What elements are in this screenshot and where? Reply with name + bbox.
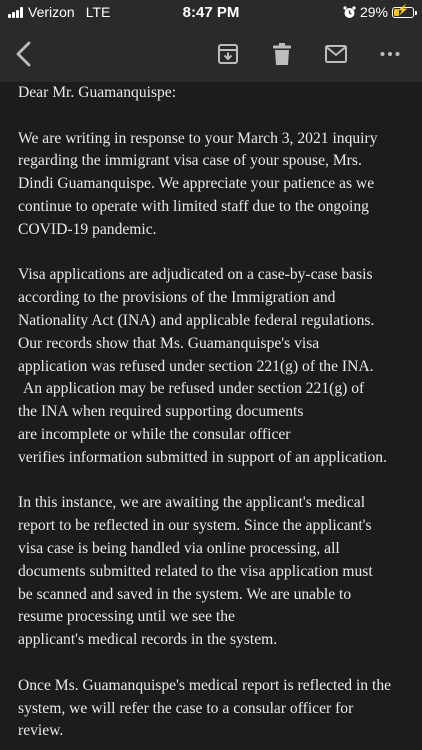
text-line: be scanned and saved in the system. We are unable to	[18, 585, 352, 603]
text-line: documents submitted related to the visa application must	[18, 562, 373, 580]
text-line: verifies information submitted in support of an application.	[18, 448, 387, 466]
email-paragraph-1	[18, 128, 412, 242]
carrier-name: Verizon	[28, 4, 75, 20]
text-line: COVID-19 pandemic.	[18, 220, 157, 238]
status-right	[343, 4, 414, 20]
text-line: An application may be refused under section 221(g) of	[23, 380, 365, 398]
battery-icon	[392, 4, 414, 18]
archive-button[interactable]	[212, 38, 244, 70]
email-paragraph-2	[18, 264, 412, 469]
text-line: Visa applications are adjudicated on a case-by-case basis	[18, 266, 373, 284]
mark-unread-button[interactable]	[320, 38, 352, 70]
text-line: Nationality Act (INA) and applicable federal regulations.	[18, 311, 375, 329]
text-line: In this instance, we are awaiting the applicant's medical	[18, 494, 366, 512]
text-line: applicant's medical records in the system.	[18, 631, 278, 649]
mail-icon	[324, 44, 348, 64]
trash-icon	[271, 42, 293, 66]
text-line: application was refused under section 221(g) of the INA.	[18, 357, 374, 375]
more-icon	[379, 50, 401, 58]
text-line: are incomplete or while the consular officer	[18, 425, 291, 443]
email-body	[18, 82, 412, 750]
email-paragraph-4	[18, 675, 412, 743]
text-line: according to the provisions of the Immigration and	[18, 289, 336, 307]
network-type: LTE	[85, 4, 111, 20]
alarm-icon	[343, 6, 356, 19]
status-time: 8:47 PM	[182, 4, 240, 21]
text-line: visa case is being handled via online processing, all	[18, 539, 340, 557]
text-line: We are writing in response to your March 3, 2021 inquiry	[18, 129, 378, 147]
back-button[interactable]	[8, 38, 40, 70]
text-line: review.	[18, 722, 64, 740]
back-chevron-icon	[14, 40, 34, 68]
email-paragraph-3	[18, 492, 412, 652]
text-line: resume processing until we see the	[18, 608, 235, 626]
email-greeting	[18, 82, 412, 105]
text-line: system, we will refer the case to a consular officer for	[18, 699, 354, 717]
text-line: Dindi Guamanquispe. We appreciate your patience as we	[18, 175, 375, 193]
archive-icon	[216, 42, 240, 66]
more-button[interactable]	[374, 38, 406, 70]
text-line: regarding the immigrant visa case of your spouse, Mrs.	[18, 152, 362, 170]
trash-button[interactable]	[266, 38, 298, 70]
text-line: continue to operate with limited staff due to the ongoing	[18, 197, 369, 215]
charging-bolt-icon: ⚡	[396, 4, 410, 16]
status-bar	[0, 0, 422, 26]
text-line: the INA when required supporting documents	[18, 403, 304, 421]
battery-percent: 29%	[359, 4, 388, 20]
text-line: Once Ms. Guamanquispe's medical report is reflected in the	[18, 676, 392, 694]
email-toolbar	[0, 26, 422, 82]
text-line: Our records show that Ms. Guamanquispe's visa	[18, 334, 320, 352]
text-line: report to be reflected in our system. Since the applicant's	[18, 517, 372, 535]
greeting-line: Dear Mr. Guamanquispe:	[18, 84, 177, 101]
